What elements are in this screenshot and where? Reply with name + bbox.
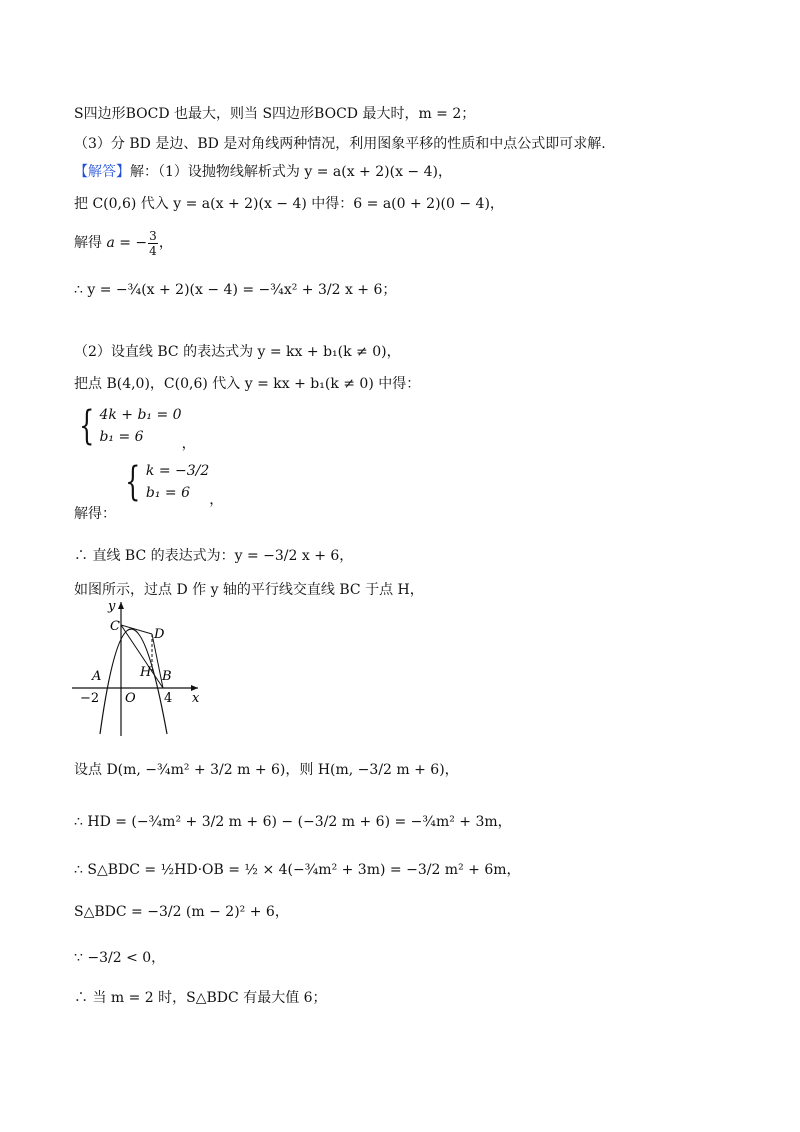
text-line-10: [74, 460, 223, 525]
comma: ，: [209, 492, 224, 508]
parabola-curve: [100, 629, 167, 734]
text-line-1: S四边形BOCD 也最大，则当 S四边形BOCD 最大时，m = 2；: [74, 106, 476, 122]
brace: {: [79, 403, 95, 449]
comma: ，: [181, 436, 196, 452]
text-line-3: [74, 162, 452, 182]
a-value: a = −: [106, 235, 148, 251]
solution-system: [146, 460, 209, 504]
text-line-17: ∵ −3/2 < 0，: [74, 950, 166, 966]
solution-tag: 【解答】: [74, 164, 130, 180]
fraction-denominator: 4: [149, 243, 157, 258]
parabola-figure: [70, 598, 210, 738]
text-line-5: [74, 228, 173, 258]
equation-2: b₁ = 6: [99, 429, 144, 445]
equation-1: 4k + b₁ = 0: [99, 407, 182, 423]
solution-1: k = −3/2: [145, 463, 210, 479]
text-line-4: 把 C(0,6) 代入 y = a(x + 2)(x − 4) 中得：6 = a(0 + 2)(0 − 4)，: [74, 196, 504, 212]
text-line-9: [74, 404, 196, 455]
label-x: x: [192, 691, 200, 706]
text-line-11: ∴ 直线 BC 的表达式为：y = −3/2 x + 6，: [74, 548, 354, 564]
text-line-3-body: 解：（1）设抛物线解析式为 y = a(x + 2)(x − 4)，: [130, 164, 452, 180]
text-line-6: ∴ y = −¾(x + 2)(x − 4) = −¾x² + 3/2 x + 6；: [74, 282, 397, 298]
comma: ，: [158, 235, 173, 251]
text-line-2: （3）分 BD 是边、BD 是对角线两种情况，利用图象平移的性质和中点公式即可求解.: [74, 136, 606, 152]
text-line-12: 如图所示，过点 D 作 y 轴的平行线交直线 BC 于点 H，: [74, 582, 424, 598]
brace: {: [125, 459, 141, 505]
fraction: [148, 229, 158, 258]
solve-label: 解得：: [74, 506, 116, 522]
label-a: A: [92, 669, 102, 684]
label-y: y: [108, 599, 116, 614]
fraction-numerator: 3: [149, 228, 157, 243]
text-line-8: 把点 B(4,0)，C(0,6) 代入 y = kx + b₁(k ≠ 0) 中得：: [74, 376, 421, 392]
text-line-15: ∴ S△BDC = ½HD·OB = ½ × 4(−¾m² + 3m) = −3/2 m² + 6m，: [74, 862, 521, 878]
label-b: B: [162, 669, 172, 684]
solve-label: 解得: [74, 235, 102, 251]
label-o: O: [125, 691, 136, 706]
text-line-14: ∴ HD = (−¾m² + 3/2 m + 6) − (−3/2 m + 6) = −¾m² + 3m，: [74, 814, 512, 830]
label-neg2: −2: [80, 691, 100, 706]
y-axis-arrow: [118, 602, 124, 609]
text-line-18: ∴ 当 m = 2 时，S△BDC 有最大值 6；: [74, 990, 327, 1006]
equation-system: [99, 404, 181, 448]
label-h: H: [140, 665, 152, 680]
text-line-7: （2）设直线 BC 的表达式为 y = kx + b₁(k ≠ 0)，: [74, 344, 401, 360]
label-4: 4: [164, 691, 173, 706]
solution-2: b₁ = 6: [145, 485, 191, 501]
label-d: D: [154, 627, 165, 642]
text-line-16: S△BDC = −3/2 (m − 2)² + 6，: [74, 904, 289, 920]
label-c: C: [110, 619, 120, 634]
text-line-13: 设点 D(m, −¾m² + 3/2 m + 6)，则 H(m, −3/2 m + 6)，: [74, 762, 459, 778]
